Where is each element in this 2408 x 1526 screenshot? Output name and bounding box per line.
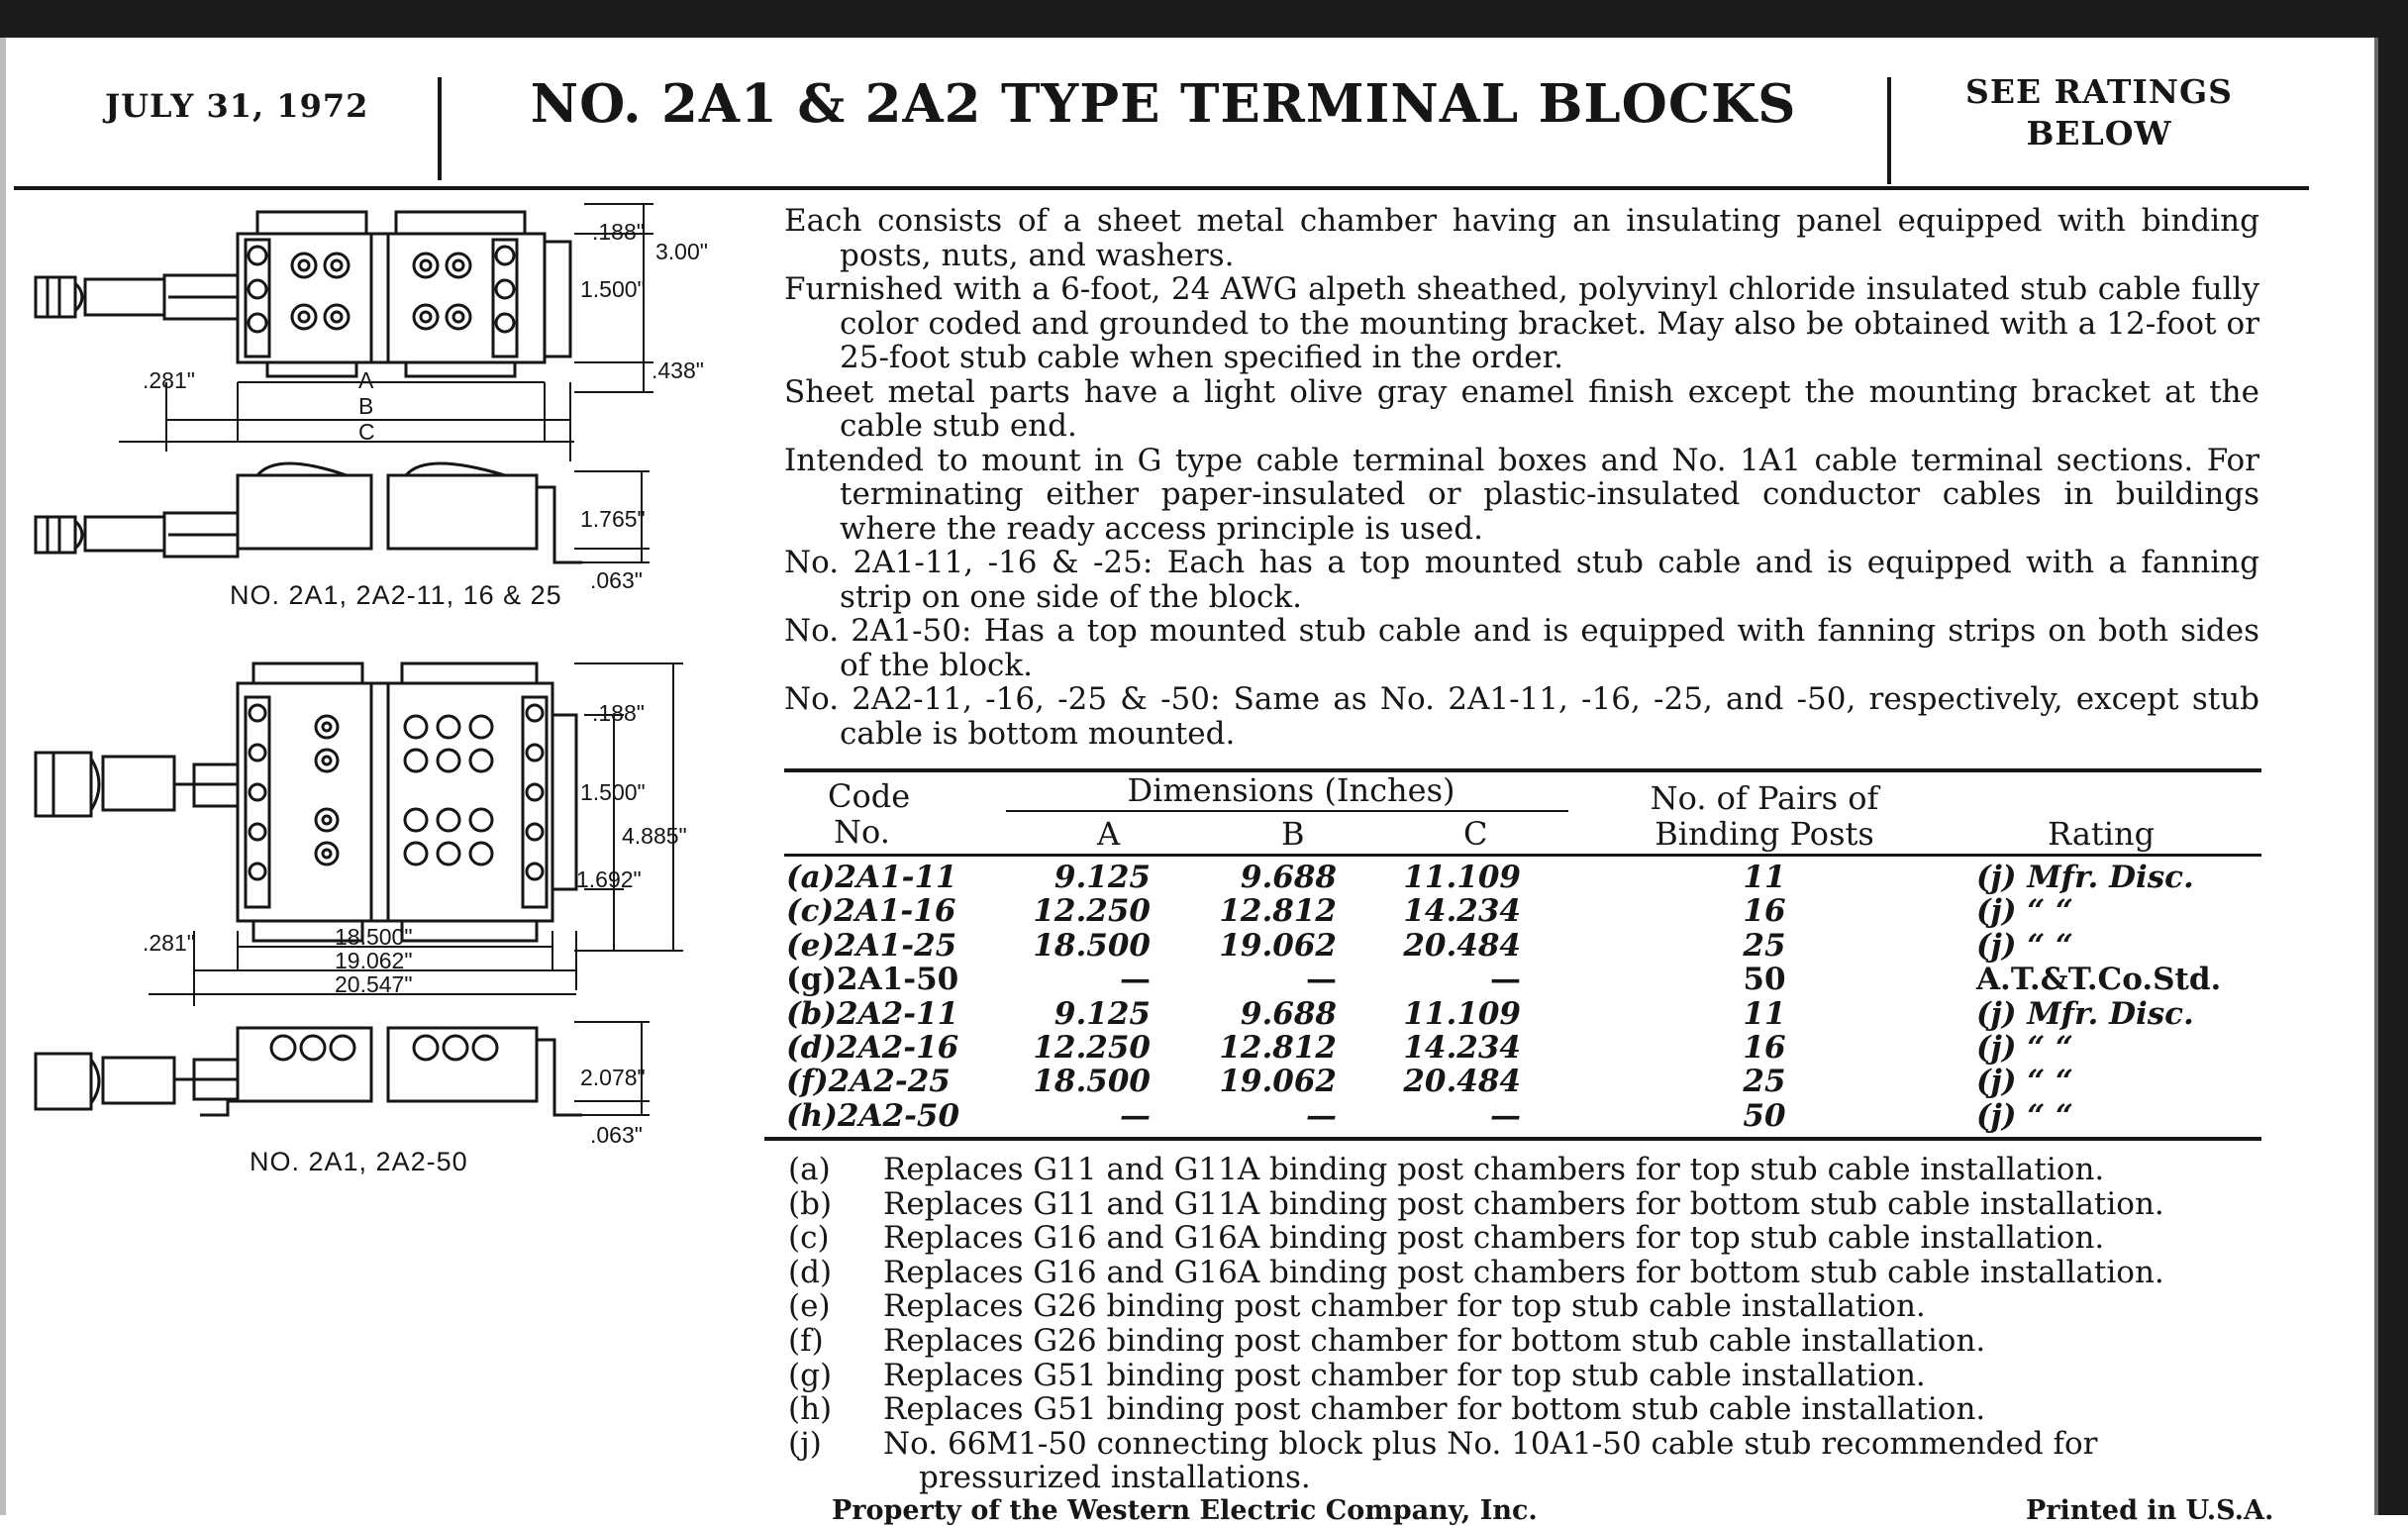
dim-label: .281"	[143, 930, 195, 956]
footnote-text: No. 66M1-50 connecting block plus No. 10A1-50 cable stub recommended for pressurized installations.	[883, 1425, 2098, 1496]
dim-label: B	[358, 393, 374, 419]
cell-dim-a: —	[1120, 1097, 1151, 1134]
cell-code: (b)2A2-11	[786, 995, 959, 1032]
table-row	[784, 962, 2261, 998]
description-paragraph: Furnished with a 6-foot, 24 AWG alpeth sheathed, polyvinyl chloride insulated stub cable fully color coded and grounded to the mounting bracket. May also be obtained with a 12-foot or 25-foot stub cable when specified in the order.	[784, 271, 2259, 375]
dim-label: .063"	[590, 567, 643, 593]
header-code	[828, 778, 910, 850]
scan-border-right	[2378, 0, 2408, 1515]
header-pairs-line: Binding Posts	[1655, 815, 1874, 853]
header-rating: Rating	[2048, 815, 2156, 853]
cell-dim-b: —	[1306, 962, 1337, 998]
table-body	[784, 860, 2261, 1132]
cell-code: (f)2A2-25	[786, 1064, 951, 1100]
dim-label: 20.547"	[335, 971, 413, 997]
cell-code: (d)2A2-16	[786, 1029, 959, 1066]
dim-label: 1.500"	[580, 779, 646, 805]
cell-dim-c: 20.484	[1403, 927, 1521, 964]
dimension-lines	[119, 204, 653, 461]
footnote-text: Replaces G51 binding post chamber for bottom stub cable installation.	[883, 1391, 1986, 1428]
table-row	[784, 996, 2261, 1030]
header-dim-b: B	[1281, 815, 1305, 853]
cell-pairs: 50	[1743, 1097, 1786, 1134]
footnote-text: Replaces G26 binding post chamber for bottom stub cable installation.	[883, 1322, 1986, 1359]
cell-code: (a)2A1-11	[786, 860, 957, 895]
dim-label: 2.078"	[580, 1065, 646, 1090]
table-row	[784, 928, 2261, 962]
dim-label: 18.500"	[335, 924, 413, 950]
footnotes	[788, 1153, 2267, 1495]
cell-pairs: 11	[1743, 860, 1786, 895]
scan-border-edge	[2374, 38, 2378, 1515]
cell-rating: (j) Mfr. Disc.	[1976, 995, 2194, 1032]
footnote-key: (g)	[788, 1357, 833, 1393]
cell-dim-a: 9.125	[1054, 860, 1151, 895]
cell-dim-a: 18.500	[1033, 1064, 1151, 1100]
block-plan-view	[36, 212, 570, 376]
cell-dim-a: 12.250	[1033, 1029, 1151, 1066]
footnote-key: (b)	[788, 1185, 833, 1222]
table-row	[784, 1098, 2261, 1132]
dim-label: .438"	[652, 357, 704, 383]
table-rule	[784, 854, 2261, 857]
header-code-line: No.	[834, 813, 890, 851]
footnote	[788, 1187, 2267, 1222]
cell-pairs: 16	[1743, 1029, 1786, 1066]
drawing-caption: NO. 2A1, 2A2-50	[250, 1147, 468, 1176]
footnote	[788, 1221, 2267, 1256]
block-plan-view	[36, 663, 576, 941]
cell-dim-a: 18.500	[1033, 927, 1151, 964]
description-paragraph: No. 2A2-11, -16, -25 & -50: Same as No. 2A1-11, -16, -25, and -50, respectively, except stub cable is bottom mounted.	[784, 681, 2259, 752]
footnote-key: (h)	[788, 1391, 833, 1428]
description-paragraph: No. 2A1-50: Has a top mounted stub cable and is equipped with fanning strips on both sides of the block.	[784, 613, 2259, 683]
footnote	[788, 1324, 2267, 1359]
block-side-view	[36, 1028, 582, 1115]
cell-code: (g)2A1-50	[786, 962, 959, 998]
cell-pairs: 25	[1743, 1064, 1786, 1100]
table-row	[784, 1030, 2261, 1064]
cell-dim-b: 19.062	[1219, 927, 1337, 964]
cell-rating: (j) “ “	[1976, 927, 2073, 964]
rating-note-line: BELOW	[2026, 114, 2172, 153]
header-date: JULY 31, 1972	[105, 87, 369, 125]
cell-dim-c: 20.484	[1403, 1064, 1521, 1100]
header-pairs-line: No. of Pairs of	[1650, 779, 1879, 817]
cell-dim-c: 11.109	[1403, 995, 1521, 1032]
dim-label: 1.500"	[580, 276, 646, 302]
footnote-key: (f)	[788, 1322, 824, 1359]
footnote	[788, 1359, 2267, 1393]
dim-label: .063"	[590, 1122, 643, 1148]
cell-pairs: 16	[1743, 893, 1786, 930]
description-paragraph: Sheet metal parts have a light olive gray enamel finish except the mounting bracket at the cable stub end.	[784, 373, 2259, 444]
header-dimensions: Dimensions (Inches)	[1127, 771, 1455, 809]
footnote	[788, 1427, 2267, 1495]
cell-pairs: 11	[1743, 995, 1786, 1032]
table-rule	[764, 1137, 2261, 1141]
cell-dim-b: 9.688	[1240, 860, 1337, 895]
header-dim-c: C	[1463, 815, 1488, 853]
cell-dim-c: —	[1490, 1097, 1521, 1134]
rating-note-line: SEE RATINGS	[1964, 72, 2234, 111]
cell-dim-b: 19.062	[1219, 1064, 1337, 1100]
header-rule	[14, 186, 2309, 190]
footnote-text: Replaces G16 and G16A binding post chambers for top stub cable installation.	[883, 1220, 2105, 1257]
dim-label: 1.765"	[580, 506, 646, 532]
cell-code: (c)2A1-16	[786, 893, 956, 930]
footnote-text: Replaces G11 and G11A binding post chambers for top stub cable installation.	[883, 1152, 2105, 1187]
cell-pairs: 50	[1743, 962, 1786, 998]
block-side-view	[36, 463, 582, 562]
cell-dim-c: 14.234	[1403, 893, 1521, 930]
cell-dim-a: 12.250	[1033, 893, 1151, 930]
cell-pairs: 25	[1743, 927, 1786, 964]
scan-border-left	[0, 38, 6, 1515]
drawing-small-block	[20, 194, 713, 620]
footer-property-line: Property of the Western Electric Company, Inc.	[832, 1495, 1538, 1526]
footnote	[788, 1256, 2267, 1290]
dim-label: C	[358, 419, 375, 445]
header-rating-note	[1931, 71, 2267, 154]
cell-dim-b: —	[1306, 1097, 1337, 1134]
footnote	[788, 1153, 2267, 1187]
cell-rating: (j) “ “	[1976, 1064, 2073, 1100]
table-row	[784, 860, 2261, 893]
dim-label: A	[358, 367, 374, 393]
cell-dim-b: 12.812	[1219, 1029, 1337, 1066]
dim-label: .281"	[143, 367, 195, 393]
footnote-key: (a)	[788, 1152, 831, 1187]
cell-rating: (j) “ “	[1976, 893, 2073, 930]
dim-label: 3.00"	[655, 239, 708, 264]
drawing-large-block	[20, 654, 713, 1149]
description-paragraph: Intended to mount in G type cable terminal boxes and No. 1A1 cable terminal sections. For terminating either paper-insulated or plastic-insulated conductor cables in buildings where the ready access principle is used.	[784, 442, 2259, 547]
header-divider	[438, 77, 442, 180]
drawing-caption: NO. 2A1, 2A2-11, 16 & 25	[230, 580, 562, 610]
footnote-text: Replaces G26 binding post chamber for top stub cable installation.	[883, 1288, 1926, 1325]
description	[784, 204, 2259, 751]
footnote-key: (c)	[788, 1220, 830, 1257]
footnote-text: Replaces G11 and G11A binding post chambers for bottom stub cable installation.	[883, 1185, 2164, 1222]
cell-rating: (j) Mfr. Disc.	[1976, 860, 2194, 895]
cell-dim-b: 9.688	[1240, 995, 1337, 1032]
cell-rating: (j) “ “	[1976, 1029, 2073, 1066]
dim-label: 1.692"	[576, 866, 642, 892]
table-row	[784, 893, 2261, 930]
header-code-line: Code	[828, 777, 911, 815]
description-paragraph: No. 2A1-11, -16 & -25: Each has a top mounted stub cable and is equipped with a fanning strip on one side of the block.	[784, 545, 2259, 615]
cell-dim-b: 12.812	[1219, 893, 1337, 930]
dim-label: .188"	[592, 219, 645, 245]
table-row	[784, 1064, 2261, 1100]
dim-label: 4.885"	[622, 823, 687, 849]
dim-label: 19.062"	[335, 948, 413, 973]
cell-rating: A.T.&T.Co.Std.	[1976, 962, 2222, 998]
footnote	[788, 1289, 2267, 1324]
footnote-key: (e)	[788, 1288, 831, 1325]
footnote-text: Replaces G16 and G16A binding post chambers for bottom stub cable installation.	[883, 1254, 2164, 1290]
header-dim-a: A	[1097, 815, 1121, 853]
cell-rating: (j) “ “	[1976, 1097, 2073, 1134]
cell-dim-c: 14.234	[1403, 1029, 1521, 1066]
cell-code: (h)2A2-50	[786, 1097, 960, 1134]
footnote	[788, 1392, 2267, 1427]
dim-label: .188"	[592, 700, 645, 726]
header-divider	[1887, 77, 1891, 184]
footnote-key: (j)	[788, 1425, 822, 1462]
cell-dim-a: 9.125	[1054, 995, 1151, 1032]
cell-dim-a: —	[1120, 962, 1151, 998]
description-paragraph: Each consists of a sheet metal chamber having an insulating panel equipped with binding posts, nuts, and washers.	[784, 203, 2259, 273]
cell-dim-c: —	[1490, 962, 1521, 998]
cell-code: (e)2A1-25	[786, 927, 957, 964]
page-title: NO. 2A1 & 2A2 TYPE TERMINAL BLOCKS	[530, 73, 1797, 135]
table-rule	[1006, 810, 1568, 812]
footer-printed-line: Printed in U.S.A.	[2026, 1495, 2274, 1526]
header-pairs	[1626, 780, 1903, 852]
scan-border-top	[0, 0, 2408, 38]
cell-dim-c: 11.109	[1403, 860, 1521, 895]
footnote-text: Replaces G51 binding post chamber for top stub cable installation.	[883, 1357, 1926, 1393]
footnote-key: (d)	[788, 1254, 833, 1290]
